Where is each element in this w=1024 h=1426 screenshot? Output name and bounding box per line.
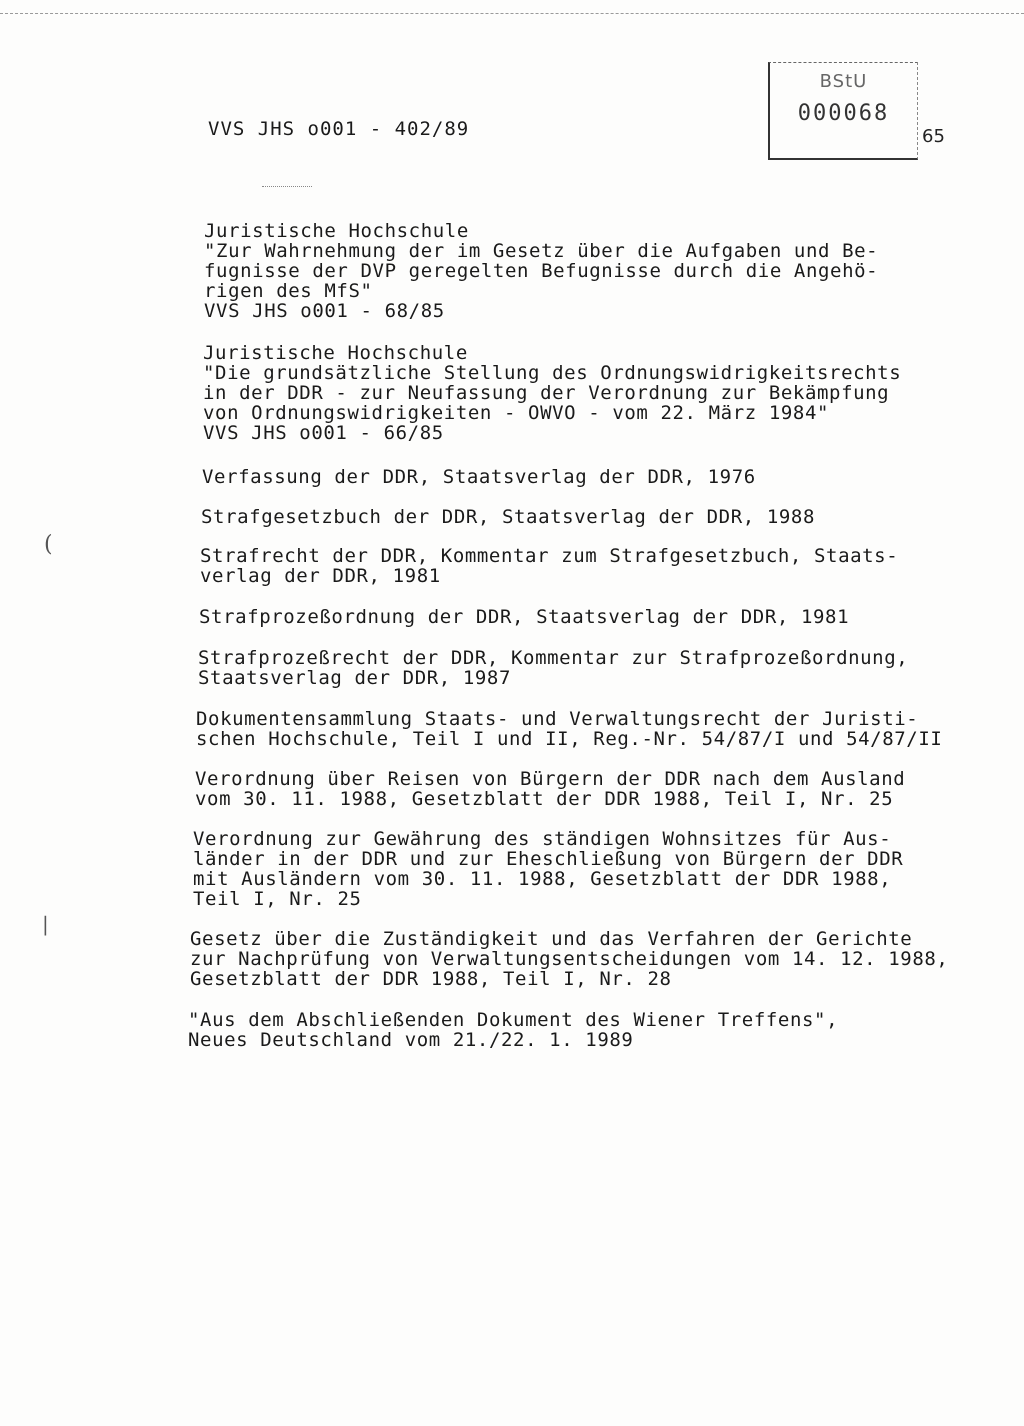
entry-line: Gesetz über die Zuständigkeit und das Verfahren der Gerichte [190,928,913,950]
stamp-number: 000068 [797,101,890,126]
entry-line: vom 30. 11. 1988, Gesetzblatt der DDR 1988, Teil I, Nr. 25 [195,788,894,810]
bibliography-entry [203,343,901,443]
entry-line: Staatsverlag der DDR, 1987 [198,667,512,689]
page-number: 65 [922,126,945,147]
bibliography-entry [202,467,756,487]
entry-line: in der DDR - zur Neufassung der Verordnung zur Bekämpfung [203,382,890,404]
entry-line: von Ordnungswidrigkeiten - OWVO - vom 22. März 1984" [203,402,830,424]
entry-line: Verordnung zur Gewährung des ständigen Wohnsitzes für Aus- [193,828,892,850]
bibliography-entry [196,709,942,749]
entry-line: Strafgesetzbuch der DDR, Staatsverlag der DDR, 1988 [201,506,815,528]
archive-stamp [768,62,918,160]
entry-line: Juristische Hochschule [204,220,469,242]
bibliography-entry [199,607,849,627]
scan-smudge [262,186,312,187]
entry-line: zur Nachprüfung von Verwaltungsentscheidungen vom 14. 12. 1988, [190,948,949,970]
entry-line: Juristische Hochschule [203,342,468,364]
entry-line: rigen des MfS" [204,280,373,302]
entry-line: Strafprozeßrecht der DDR, Kommentar zur Strafprozeßordnung, [198,647,909,669]
entry-line: Teil I, Nr. 25 [193,888,362,910]
entry-line: mit Ausländern vom 30. 11. 1988, Gesetzblatt der DDR 1988, [193,868,892,890]
entry-line: "Aus dem Abschließenden Dokument des Wiener Treffens", [188,1009,839,1031]
entry-line: verlag der DDR, 1981 [200,565,441,587]
entry-line: Gesetzblatt der DDR 1988, Teil I, Nr. 28 [190,968,672,990]
entry-line: VVS JHS o001 - 66/85 [203,422,444,444]
bibliography-entry [200,546,898,586]
margin-tick-mark: | [42,912,49,936]
stamp-label: BStU [819,71,868,92]
entry-line: fugnisse der DVP geregelten Befugnisse durch die Angehö- [204,260,879,282]
entry-line: Dokumentensammlung Staats- und Verwaltungsrecht der Juristi- [196,708,919,730]
entry-line: schen Hochschule, Teil I und II, Reg.-Nr. 54/87/I und 54/87/II [196,728,943,750]
bibliography-entry [190,929,948,989]
entry-line: Verfassung der DDR, Staatsverlag der DDR, 1976 [202,466,756,488]
document-reference: VVS JHS o001 - 402/89 [208,118,470,140]
bibliography-entry [201,507,815,527]
bibliography-entry [195,769,905,809]
entry-line: VVS JHS o001 - 68/85 [204,300,445,322]
entry-line: "Zur Wahrnehmung der im Gesetz über die Aufgaben und Be- [204,240,879,262]
entry-line: Strafprozeßordnung der DDR, Staatsverlag der DDR, 1981 [199,606,850,628]
top-edge-rule [0,13,1024,14]
bibliography-entry [198,648,908,688]
entry-line: "Die grundsätzliche Stellung des Ordnungswidrigkeitsrechts [203,362,902,384]
entry-line: Strafrecht der DDR, Kommentar zum Strafgesetzbuch, Staats- [200,545,899,567]
margin-bracket-mark: ( [44,532,53,557]
entry-line: Verordnung über Reisen von Bürgern der DDR nach dem Ausland [195,768,906,790]
bibliography-entry [193,829,903,909]
entry-line: Neues Deutschland vom 21./22. 1. 1989 [188,1029,634,1051]
bibliography-entry [204,221,878,321]
entry-line: länder in der DDR und zur Eheschließung von Bürgern der DDR [193,848,904,870]
bibliography-entry [188,1010,838,1050]
